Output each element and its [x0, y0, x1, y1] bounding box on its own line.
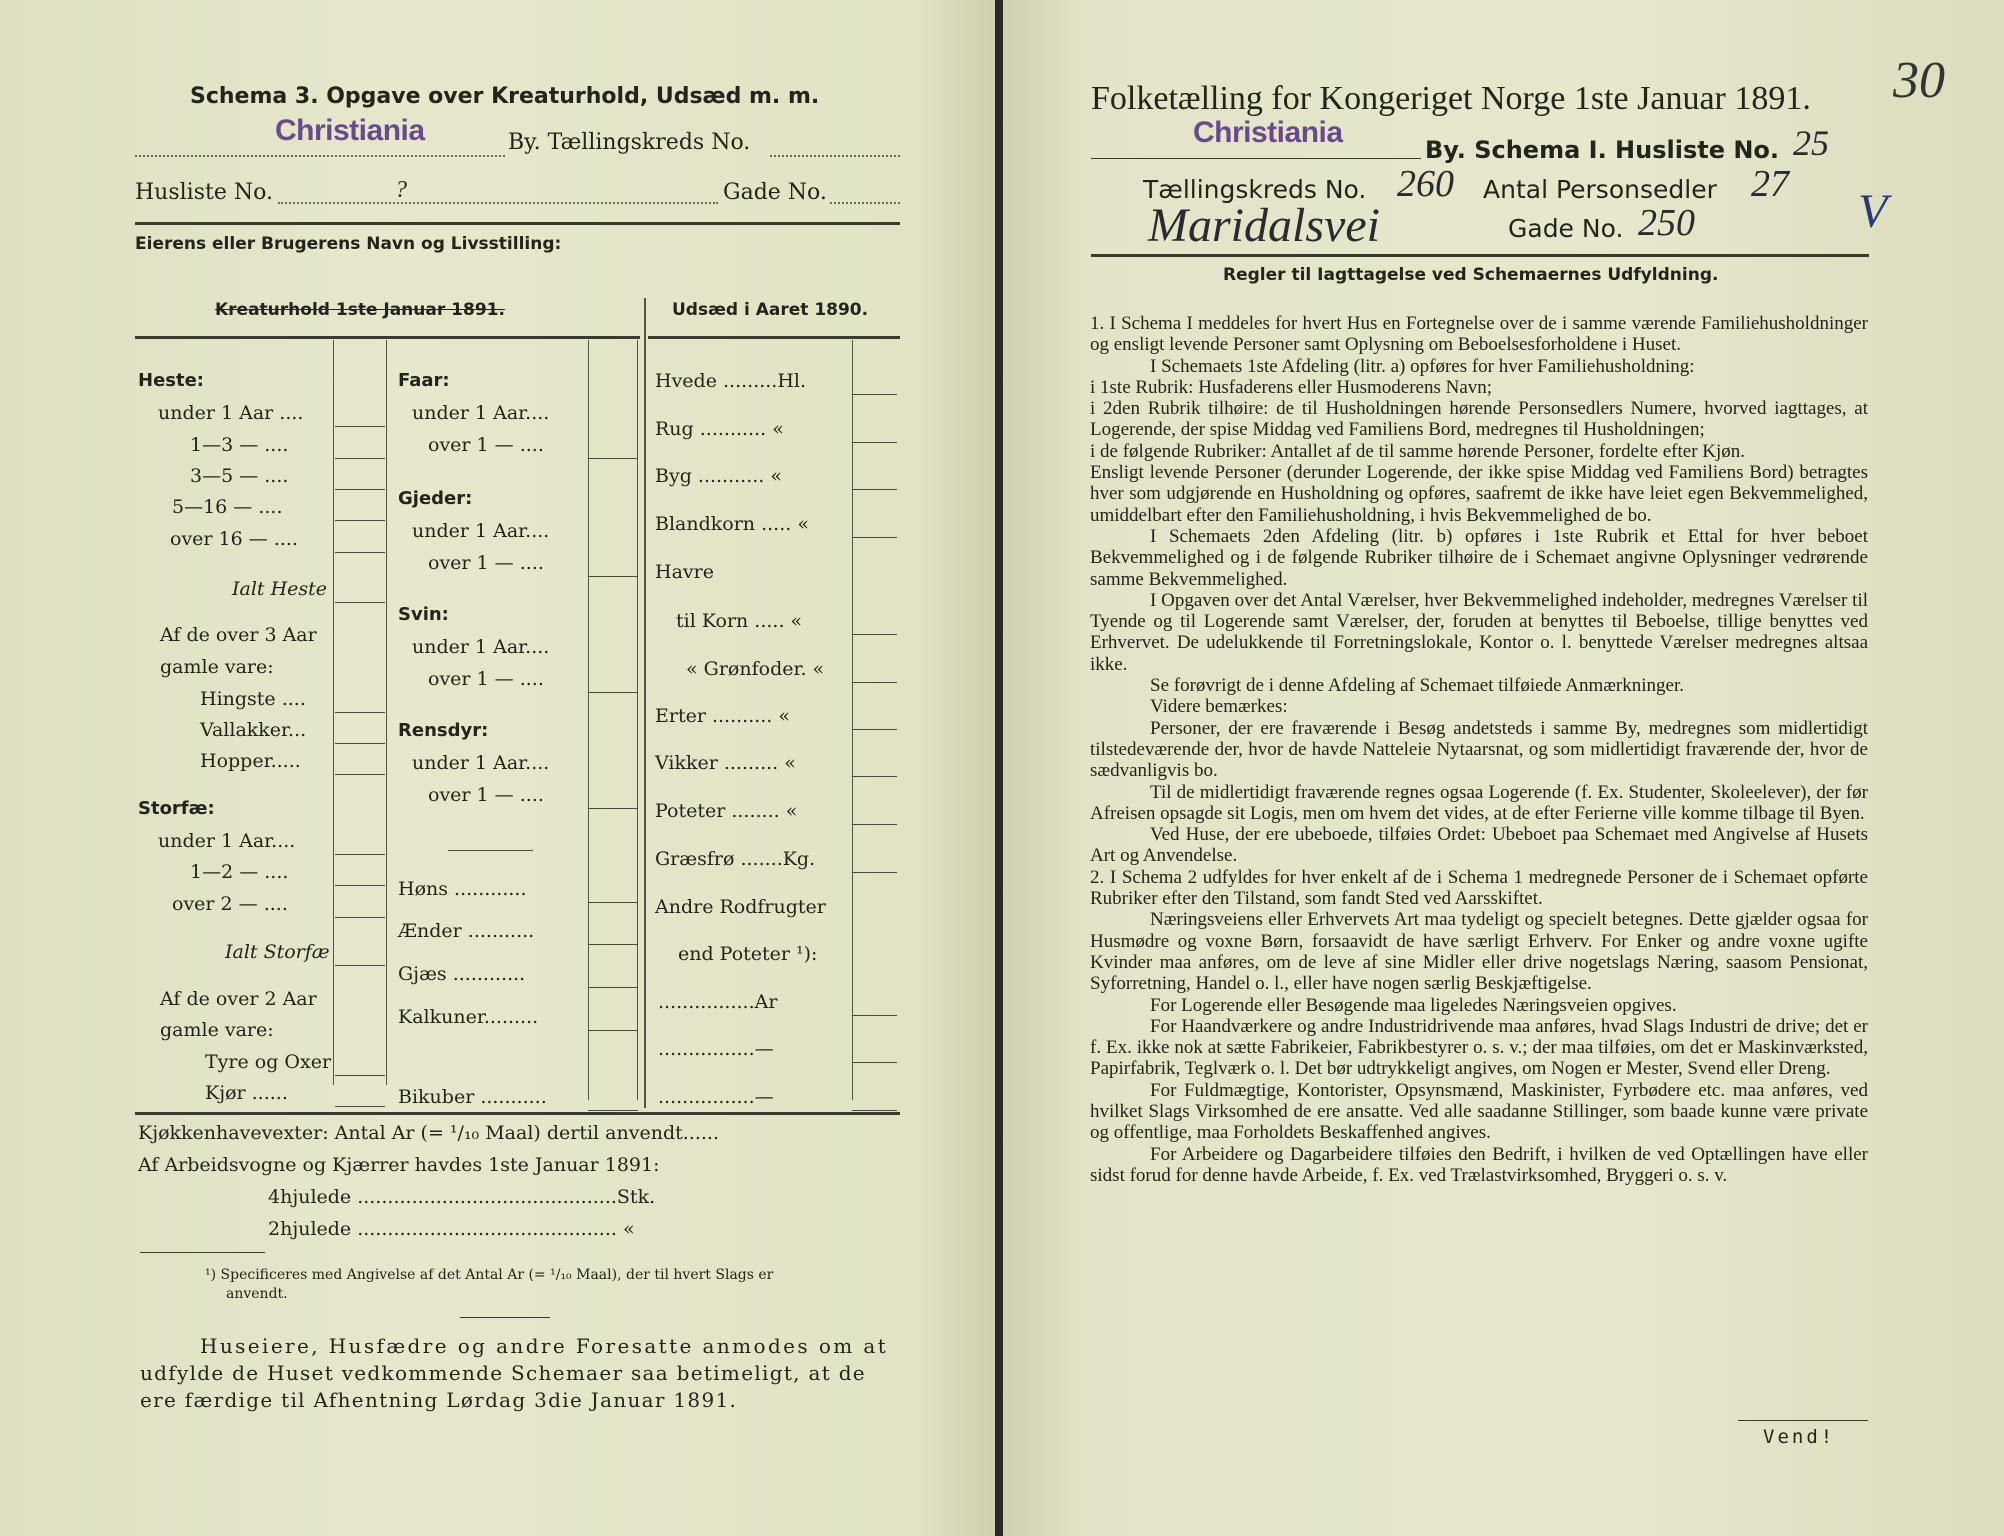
entry-line: [335, 458, 385, 459]
entry-line: [588, 902, 638, 903]
col2-row: Høns ............: [398, 878, 527, 900]
rule-1g: I Opgaven over det Antal Værelser, hver Bekvemmelighed indeholder, medregnes Værelser til Tyende og til Logerende samt Værelser, der, foruden at benyttes til Beboelse, tillige benyttes ved Erhvervet. De udelukkende til Forretningslokale, Kontor o. l. benyttede Værelser medregnes altsaa ikke.: [1090, 589, 1868, 675]
census-title: Folketælling for Kongeriget Norge 1ste Januar 1891.: [1091, 80, 1811, 117]
rule-1l: Ved Huse, der ere ubeboede, tilføies Ordet: Ubeboet paa Schemaet med Angivelse af Husets Art og Anvendelse.: [1090, 824, 1868, 867]
rule-1e: Ensligt levende Personer (derunder Logerende, der ikke spise Middag ved Familiens Bord) betragtes hver som udgjørende en Husholdning og opføres, saafremt de ikke have leiet egen Bekvemmelighed, umiddelbart efter den Familiehusholdning, i hvis Bekvemmelighed de bo.: [1090, 462, 1868, 526]
col1-row: Kjør ......: [205, 1082, 288, 1104]
entry-line: [852, 872, 897, 873]
col1-row: 1—3 — ....: [190, 434, 289, 456]
entry-line: [852, 776, 897, 777]
entry-line: [588, 1110, 638, 1111]
rule-2c: For Haandværkere og andre Industridrivende maa anføres, hvad Slags Industri de drive; det er f. Ex. ikke nok at sætte Fabrikeier, Fabrikbestyrer o. s. v.; der maa tilføies, om det er Maskinværksted, Papirfabrik, Teglværk o. l. Det bør udtrykkeligt angives, om Nogen er Mester, Svend eller Dreng.: [1090, 1015, 1868, 1080]
entry-line: [335, 917, 385, 918]
footnote-line1: ¹) Specificeres med Angivelse af det Antal Ar (= ¹/₁₀ Maal), der til hvert Slags er: [205, 1267, 774, 1283]
col2-row: Bikuber ...........: [398, 1086, 547, 1108]
entry-line: [852, 537, 897, 538]
kjokkenhave-line: Kjøkkenhavevexter: Antal Ar (= ¹/₁₀ Maal) dertil anvendt......: [138, 1122, 719, 1144]
col1-row: 5—16 — ....: [172, 496, 283, 518]
book-gutter: [995, 0, 1003, 1536]
entry-line: [588, 692, 638, 693]
kreds-number: 260: [1397, 163, 1454, 205]
col3-row: til Korn ..... «: [676, 610, 803, 632]
corner-number: 30: [1893, 52, 1945, 109]
entry-line: [335, 854, 385, 855]
rule-1: 1. I Schema I meddeles for hvert Hus en Fortegnelse over de i samme værende Familiehusholdninger og ensligt levende Personer samt Oplysning om Beboelsesforholdene i Huset.: [1090, 313, 1868, 356]
entry-line: [852, 634, 897, 635]
entry-line: [335, 774, 385, 775]
christiania-stamp-right: Christiania: [1193, 116, 1343, 149]
col2-row: over 1 — ....: [428, 552, 544, 574]
separator-line: [448, 850, 533, 851]
col2-row: over 1 — ....: [428, 668, 544, 690]
entry-line: [335, 489, 385, 490]
closing-line2: udfylde de Huset vedkommende Schemaer saa betimeligt, at de: [140, 1361, 866, 1385]
col1-row: over 2 — ....: [172, 893, 288, 915]
right-page: [1003, 0, 2004, 1536]
entry-line: [335, 1106, 385, 1107]
closing-line3: ere færdige til Afhentning Lørdag 3die Januar 1891.: [140, 1388, 738, 1412]
entry-line: [588, 944, 638, 945]
rule-1h: Se forøvrigt de i denne Afdeling af Schemaet tilføiede Anmærkninger.: [1150, 675, 1684, 697]
col2-row: under 1 Aar....: [412, 520, 550, 542]
col3-row: Blandkorn ..... «: [655, 513, 809, 535]
entry-line: [852, 1015, 897, 1016]
entry-line: [335, 520, 385, 521]
by-kreds-label: By. Tællingskreds No.: [508, 130, 751, 155]
col1-row: Ialt Storfæ: [225, 941, 330, 963]
kreds-label: Tællingskreds No.: [1143, 175, 1367, 204]
col3-row: Græsfrø .......Kg.: [655, 848, 816, 870]
entry-line: [852, 682, 897, 683]
col3-row: Rug ........... «: [655, 418, 784, 440]
rules-title: Regler til Iagttagelse ved Schemaernes Udfyldning.: [1223, 265, 1719, 285]
gade-no-label: Gade No.: [1508, 214, 1624, 243]
col3-row: ................—: [658, 1038, 774, 1060]
entry-line: [852, 824, 897, 825]
col2-row: over 1 — ....: [428, 784, 544, 806]
rule-2b: For Logerende eller Besøgende maa ligeledes Næringsveien opgives.: [1150, 994, 1677, 1016]
col1-row: Ialt Heste: [232, 578, 328, 600]
entry-line: [588, 987, 638, 988]
col2-row: Kalkuner.........: [398, 1006, 539, 1028]
rule-2: 2. I Schema 2 udfyldes for hver enkelt af de i Schema 1 medregnede Personer de i Schemaet opførte Rubriker efter den Tilstand, som fandt Sted ved Aarsskiftet.: [1090, 866, 1868, 910]
gade-number: 250: [1638, 202, 1695, 244]
col2-row: Ænder ...........: [398, 920, 535, 942]
entry-line: [852, 1110, 897, 1111]
husliste-value: ?: [395, 177, 407, 203]
rule-2a: Næringsveiens eller Erhvervets Art maa tydeligt og specielt betegnes. Dette gjælder ogsaa for Husmødre og voxne Børn, forsaavidt de have særligt Erhverv. For Enker og andre voxne ugifte Kvinder maa anføres, om de leve af sine Midler eller drive nogetslags Næring, saasom Pensionat, Syforretning, Handel o. l., eller have nogen særlig Beskjæftigelse.: [1090, 909, 1868, 995]
col3-row: Erter .......... «: [655, 705, 791, 727]
entry-line: [335, 712, 385, 713]
by-schema-label: By. Schema I. Husliste No.: [1425, 136, 1780, 164]
col2-row: Svin:: [398, 604, 449, 625]
eier-label: Eierens eller Brugerens Navn og Livsstilling:: [135, 234, 562, 254]
col2-row: over 1 — ....: [428, 434, 544, 456]
col3-row: Andre Rodfrugter: [655, 896, 826, 918]
entry-line: [852, 442, 897, 443]
husliste-number: 25: [1793, 123, 1829, 163]
kreaturhold-header: Kreaturhold 1ste Januar 1891.: [215, 300, 505, 320]
col3-row: Havre: [655, 561, 714, 583]
col2-row: under 1 Aar....: [412, 636, 550, 658]
antal-number: 27: [1751, 163, 1789, 205]
entry-line: [852, 394, 897, 395]
gade-label: Gade No.: [723, 180, 827, 205]
footnote-line2: anvendt.: [226, 1286, 288, 1302]
rule-1a: I Schemaets 1ste Afdeling (litr. a) opføres for hver Familiehusholdning:: [1150, 355, 1695, 377]
entry-line: [335, 965, 385, 966]
rule-1i: Videre bemærkes:: [1150, 696, 1288, 718]
entry-line: [588, 458, 638, 459]
entry-line: [588, 808, 638, 809]
col1-row: Hingste ....: [200, 688, 306, 710]
street-name: Maridalsvei: [1148, 199, 1380, 252]
col1-row: gamle vare:: [160, 656, 274, 678]
col1-row: under 1 Aar ....: [158, 402, 304, 424]
rule-1j: Personer, der ere fraværende i Besøg andetsteds i samme By, medregnes som midlertidigt tilstedeværende der, hvor de havde Natteleie Nytaarsnat, og som midlertidigt fraværende der, hvor de sædvanligvis bo.: [1090, 717, 1868, 782]
col3-row: Poteter ........ «: [655, 800, 798, 822]
col1-row: Hopper.....: [200, 750, 301, 772]
rules-text: [1090, 313, 1868, 1186]
entry-line: [852, 1062, 897, 1063]
col1-row: under 1 Aar....: [158, 830, 296, 852]
entry-line: [852, 729, 897, 730]
col1-row: Heste:: [138, 370, 204, 391]
rule-2d: For Fuldmægtige, Kontorister, Opsynsmænd, Maskinister, Fyrbødere etc. maa anføres, ved hvilket Slags Virksomhed de ere ansatte. Ved alle saadanne Stillinger, som baade kunne være private og offentlige, maa Forholdets Beskaffenhed angives.: [1090, 1079, 1868, 1144]
col3-row: Byg ........... «: [655, 465, 782, 487]
rule-1d: i de følgende Rubriker: Antallet af de til samme hørende Personer, fordelte efter Kjøn.: [1090, 440, 1746, 462]
entry-line: [852, 489, 897, 490]
col1-row: Tyre og Oxer: [205, 1051, 332, 1073]
col3-row: ................Ar: [658, 991, 778, 1013]
closing-line1: Huseiere, Husfædre og andre Foresatte anmodes om at: [200, 1334, 889, 1358]
col1-row: over 16 — ....: [170, 528, 298, 550]
col1-row: Vallakker...: [200, 719, 307, 741]
col1-row: Af de over 2 Aar: [160, 988, 317, 1010]
husliste-label: Husliste No.: [135, 180, 273, 205]
hjul2-line: 2hjulede ........................................... «: [268, 1218, 635, 1240]
hjul4-line: 4hjulede ...........................................Stk.: [268, 1186, 656, 1208]
col3-row: Hvede .........Hl.: [655, 370, 807, 392]
check-mark: V: [1858, 185, 1888, 238]
rule-1b: i 1ste Rubrik: Husfaderens eller Husmoderens Navn;: [1090, 376, 1493, 398]
entry-line: [335, 1075, 385, 1076]
col1-row: Storfæ:: [138, 798, 215, 819]
entry-line: [335, 885, 385, 886]
col1-row: Af de over 3 Aar: [160, 624, 317, 646]
antal-label: Antal Personsedler: [1483, 175, 1717, 204]
arbeidsvogne-line: Af Arbeidsvogne og Kjærrer havdes 1ste Januar 1891:: [138, 1154, 660, 1176]
col2-row: Faar:: [398, 370, 450, 391]
entry-line: [588, 1030, 638, 1031]
vend-label: Vend!: [1763, 1426, 1836, 1448]
col2-row: under 1 Aar....: [412, 752, 550, 774]
christiania-stamp: Christiania: [275, 114, 425, 147]
col2-row: Gjeder:: [398, 488, 473, 509]
udsaed-header: Udsæd i Aaret 1890.: [672, 300, 869, 320]
entry-line: [335, 426, 385, 427]
col3-row: ................—: [658, 1086, 774, 1108]
col3-row: Vikker ......... «: [655, 752, 796, 774]
entry-line: [588, 576, 638, 577]
entry-line: [335, 743, 385, 744]
left-page: [0, 0, 995, 1536]
col2-row: Gjæs ............: [398, 963, 526, 985]
col2-row: Rensdyr:: [398, 720, 489, 741]
col3-row: end Poteter ¹):: [678, 943, 818, 965]
schema-3-title: Schema 3. Opgave over Kreaturhold, Udsæd m. m.: [190, 84, 820, 109]
rule-2e: For Arbeidere og Dagarbeidere tilføies den Bedrift, i hvilken de ved Optællingen have eller sidst forud for denne havde Arbeide, f. Ex. ved Trælastvirksomhed, Bryggeri o. s. v.: [1090, 1143, 1868, 1186]
col2-row: under 1 Aar....: [412, 402, 550, 424]
entry-line: [335, 602, 385, 603]
col1-row: 1—2 — ....: [190, 861, 289, 883]
rule-1c: i 2den Rubrik tilhøire: de til Husholdningen hørende Personsedlers Numere, hvorved iagttages, at Logerende, der spise Middag ved Familiens Bord, medregnes til Husholdningen;: [1090, 398, 1868, 441]
col1-row: 3—5 — ....: [190, 465, 289, 487]
col3-row: « Grønfoder. «: [686, 658, 825, 680]
rule-1k: Til de midlertidigt fraværende regnes ogsaa Logerende (f. Ex. Studenter, Skoleelever), der før Afreisen opsagde sit Logis, men om hvem det vides, at de efter Ferierne ville komme tilbage til Byen.: [1090, 781, 1868, 824]
entry-line: [335, 552, 385, 553]
rule-1f: I Schemaets 2den Afdeling (litr. b) opføres i 1ste Rubrik et Ettal for hver beboet Bekvemmelighed og i de følgende Rubriker tilhøire de i Schemaet angivne Oplysninger vedrørende samme Bekvemmelighed.: [1090, 525, 1868, 590]
col1-row: gamle vare:: [160, 1019, 274, 1041]
